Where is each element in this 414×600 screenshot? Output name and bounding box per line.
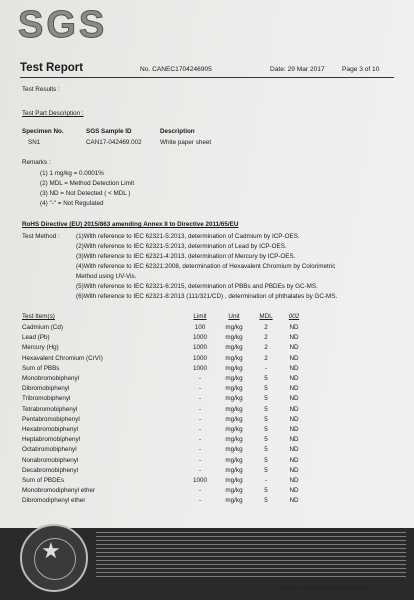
cell-limit: 1000 bbox=[192, 364, 207, 372]
cell-result: ND bbox=[289, 364, 299, 372]
cell-limit: - bbox=[198, 446, 202, 454]
cell-unit: mg/kg bbox=[225, 466, 243, 474]
table-row bbox=[22, 416, 382, 425]
cell-result: ND bbox=[289, 405, 299, 413]
cell-test-item: Dibromobiphenyl bbox=[22, 385, 70, 393]
cell-test-item: Hexavalent Chromium (CrVI) bbox=[22, 354, 103, 362]
cell-limit: - bbox=[198, 497, 202, 505]
cell-limit: 1000 bbox=[192, 354, 207, 362]
cell-limit: - bbox=[198, 415, 202, 423]
test-method-label: Test Method : bbox=[22, 233, 60, 240]
method-4-continued: Method using UV-Vis. bbox=[76, 273, 137, 280]
cell-test-item: Decabromobiphenyl bbox=[22, 466, 79, 474]
cell-mdl: 5 bbox=[264, 395, 268, 403]
cell-limit: - bbox=[198, 456, 202, 464]
cell-limit: - bbox=[198, 436, 202, 444]
cell-result: ND bbox=[289, 456, 299, 464]
cell-unit: mg/kg bbox=[225, 385, 243, 393]
cell-unit: mg/kg bbox=[225, 375, 243, 382]
table-row bbox=[22, 487, 382, 496]
table-row bbox=[22, 355, 382, 364]
cell-mdl: - bbox=[264, 477, 268, 484]
rohs-directive-heading: RoHS Directive (EU) 2015/863 amending Annex II to Directive 2011/65/EU bbox=[22, 221, 239, 228]
cell-mdl: 5 bbox=[264, 426, 268, 433]
cell-result: ND bbox=[289, 436, 299, 444]
table-row bbox=[22, 457, 382, 466]
remarks-label: Remarks : bbox=[22, 159, 51, 166]
cell-result: ND bbox=[289, 487, 299, 495]
sgs-logo: SGS bbox=[18, 4, 108, 46]
cell-mdl: 5 bbox=[264, 436, 268, 444]
cell-unit: mg/kg bbox=[225, 446, 243, 454]
test-part-label: Test Part Description : bbox=[22, 110, 84, 117]
report-number: No. CANEC1704246905 bbox=[140, 66, 212, 73]
cell-limit: - bbox=[198, 405, 202, 413]
remark-2: (2) MDL = Method Detection Limit bbox=[40, 180, 135, 187]
cell-result: ND bbox=[289, 375, 299, 382]
cell-test-item: Octabromobiphenyl bbox=[22, 446, 77, 454]
cell-mdl: 5 bbox=[264, 375, 268, 382]
cell-limit: 1000 bbox=[192, 477, 207, 484]
table-row bbox=[22, 426, 382, 435]
cell-test-item: Nonabromobiphenyl bbox=[22, 456, 79, 464]
cell-mdl: 2 bbox=[264, 324, 268, 331]
cell-unit: mg/kg bbox=[225, 426, 243, 433]
cell-test-item: Monobromobiphenyl bbox=[22, 375, 80, 382]
cell-result: ND bbox=[289, 334, 299, 342]
cell-test-item: Pentabromobiphenyl bbox=[22, 415, 80, 423]
cell-test-item: Tribromobiphenyl bbox=[22, 395, 71, 403]
cell-unit: mg/kg bbox=[225, 487, 243, 495]
cell-test-item: Hexabromobiphenyl bbox=[22, 426, 79, 433]
method-5: (5)With reference to IEC 62321-6:2015, determination of PBBs and PBDEs by GC-MS. bbox=[76, 283, 318, 290]
cell-result: ND bbox=[289, 324, 299, 331]
table-row bbox=[22, 385, 382, 394]
cell-test-item: Tetrabromobiphenyl bbox=[22, 405, 78, 413]
member-of-sgs-group: Member of the SGS Group (SGS SA) bbox=[280, 586, 372, 592]
cell-limit: 100 bbox=[194, 324, 206, 331]
cell-mdl: 5 bbox=[264, 385, 268, 393]
remark-3: (3) ND = Not Detected ( < MDL ) bbox=[40, 190, 131, 197]
cell-result: ND bbox=[289, 466, 299, 474]
cell-unit: mg/kg bbox=[225, 324, 243, 331]
cell-limit: - bbox=[198, 375, 202, 382]
cell-result: ND bbox=[289, 395, 299, 403]
cell-test-item: Monobromodiphenyl ether bbox=[22, 487, 96, 495]
cell-unit: mg/kg bbox=[225, 364, 243, 372]
cell-unit: mg/kg bbox=[225, 354, 243, 362]
sgs-sample-id: CAN17-042469.002 bbox=[86, 139, 142, 146]
col-limit: Limit bbox=[193, 313, 207, 320]
col-mdl: MDL bbox=[259, 313, 273, 320]
cell-limit: 1000 bbox=[192, 344, 207, 352]
specimen-no-header: Specimen No. bbox=[22, 128, 64, 135]
official-seal bbox=[20, 524, 88, 592]
col-unit: Unit bbox=[228, 313, 240, 320]
description-header: Description bbox=[160, 128, 195, 135]
cell-limit: 1000 bbox=[192, 334, 207, 342]
table-row bbox=[22, 467, 382, 476]
cell-mdl: 5 bbox=[264, 487, 268, 495]
cell-unit: mg/kg bbox=[225, 395, 243, 403]
cell-mdl: 2 bbox=[264, 334, 268, 342]
col-result-002: 002 bbox=[288, 313, 300, 320]
report-title: Test Report bbox=[20, 62, 84, 74]
cell-result: ND bbox=[289, 446, 299, 454]
table-row bbox=[22, 477, 382, 486]
cell-test-item: Lead (Pb) bbox=[22, 334, 50, 342]
table-row bbox=[22, 395, 382, 404]
table-row bbox=[22, 497, 382, 506]
results-table-header bbox=[22, 313, 382, 322]
cell-mdl: 2 bbox=[264, 344, 268, 352]
cell-mdl: 5 bbox=[264, 446, 268, 454]
specimen-no: SN1 bbox=[28, 139, 41, 146]
cell-limit: - bbox=[198, 487, 202, 495]
remark-1: (1) 1 mg/kg = 0.0001% bbox=[40, 170, 104, 177]
cell-test-item: Mercury (Hg) bbox=[22, 344, 59, 352]
cell-unit: mg/kg bbox=[225, 334, 243, 342]
cell-unit: mg/kg bbox=[225, 477, 243, 484]
method-2: (2)With reference to IEC 62321-5:2013, determination of Lead by ICP-OES. bbox=[76, 243, 287, 250]
test-results-label: Test Results : bbox=[22, 86, 60, 93]
cell-test-item: Sum of PBDEs bbox=[22, 477, 64, 484]
cell-limit: - bbox=[198, 426, 202, 433]
table-row bbox=[22, 406, 382, 415]
col-test-items: Test Item(s) bbox=[22, 313, 55, 320]
cell-mdl: 5 bbox=[264, 415, 268, 423]
description: White paper sheet bbox=[160, 139, 212, 146]
method-1: (1)With reference to IEC 62321-5:2013, determination of Cadmium by ICP-OES. bbox=[76, 233, 300, 240]
cell-result: ND bbox=[289, 344, 299, 352]
cell-unit: mg/kg bbox=[225, 344, 243, 352]
table-row bbox=[22, 365, 382, 374]
cell-mdl: 5 bbox=[264, 456, 268, 464]
cell-test-item: Sum of PBBs bbox=[22, 364, 60, 372]
cell-unit: mg/kg bbox=[225, 405, 243, 413]
cell-result: ND bbox=[289, 426, 299, 433]
method-6: (6)With reference to IEC 62321-8:2013 (111/321/CD) , determination of phthalates by GC-MS. bbox=[76, 293, 338, 300]
cell-limit: - bbox=[198, 385, 202, 393]
table-row bbox=[22, 344, 382, 353]
cell-test-item: Heptabromobiphenyl bbox=[22, 436, 81, 444]
cell-result: ND bbox=[289, 497, 299, 505]
table-row bbox=[22, 375, 382, 384]
cell-result: ND bbox=[289, 385, 299, 393]
table-row bbox=[22, 334, 382, 343]
cell-mdl: 2 bbox=[264, 354, 268, 362]
cell-test-item: Dibromodiphenyl ether bbox=[22, 497, 86, 505]
page-number: Page 3 of 10 bbox=[342, 66, 380, 73]
cell-mdl: 5 bbox=[264, 497, 268, 505]
cell-test-item: Cadmium (Cd) bbox=[22, 324, 63, 331]
cell-unit: mg/kg bbox=[225, 497, 243, 505]
cell-result: ND bbox=[289, 415, 299, 423]
table-row bbox=[22, 446, 382, 455]
cell-mdl: 5 bbox=[264, 466, 268, 474]
header-divider bbox=[20, 77, 394, 78]
cell-limit: - bbox=[198, 466, 202, 474]
cell-unit: mg/kg bbox=[225, 456, 243, 464]
cell-mdl: - bbox=[264, 364, 268, 372]
cell-unit: mg/kg bbox=[225, 436, 243, 444]
method-3: (3)With reference to IEC 62321-4:2013, determination of Mercury by ICP-OES. bbox=[76, 253, 296, 260]
cell-result: ND bbox=[289, 354, 299, 362]
report-date: Date: 29 Mar 2017 bbox=[270, 66, 325, 73]
method-4: (4)With reference to IEC 62321:2008, determination of Hexavalent Chromium by Colorimetric bbox=[76, 263, 336, 270]
cell-unit: mg/kg bbox=[225, 415, 243, 423]
cell-limit: - bbox=[198, 395, 202, 403]
cell-result: ND bbox=[289, 477, 299, 484]
table-row bbox=[22, 324, 382, 333]
seal-star-icon: ★ bbox=[41, 538, 61, 563]
cell-mdl: 5 bbox=[264, 405, 268, 413]
sgs-sample-id-header: SGS Sample ID bbox=[86, 128, 132, 135]
remark-4: (4) "-" = Not Regulated bbox=[40, 200, 104, 207]
table-row bbox=[22, 436, 382, 445]
terms-fine-print bbox=[96, 532, 406, 580]
